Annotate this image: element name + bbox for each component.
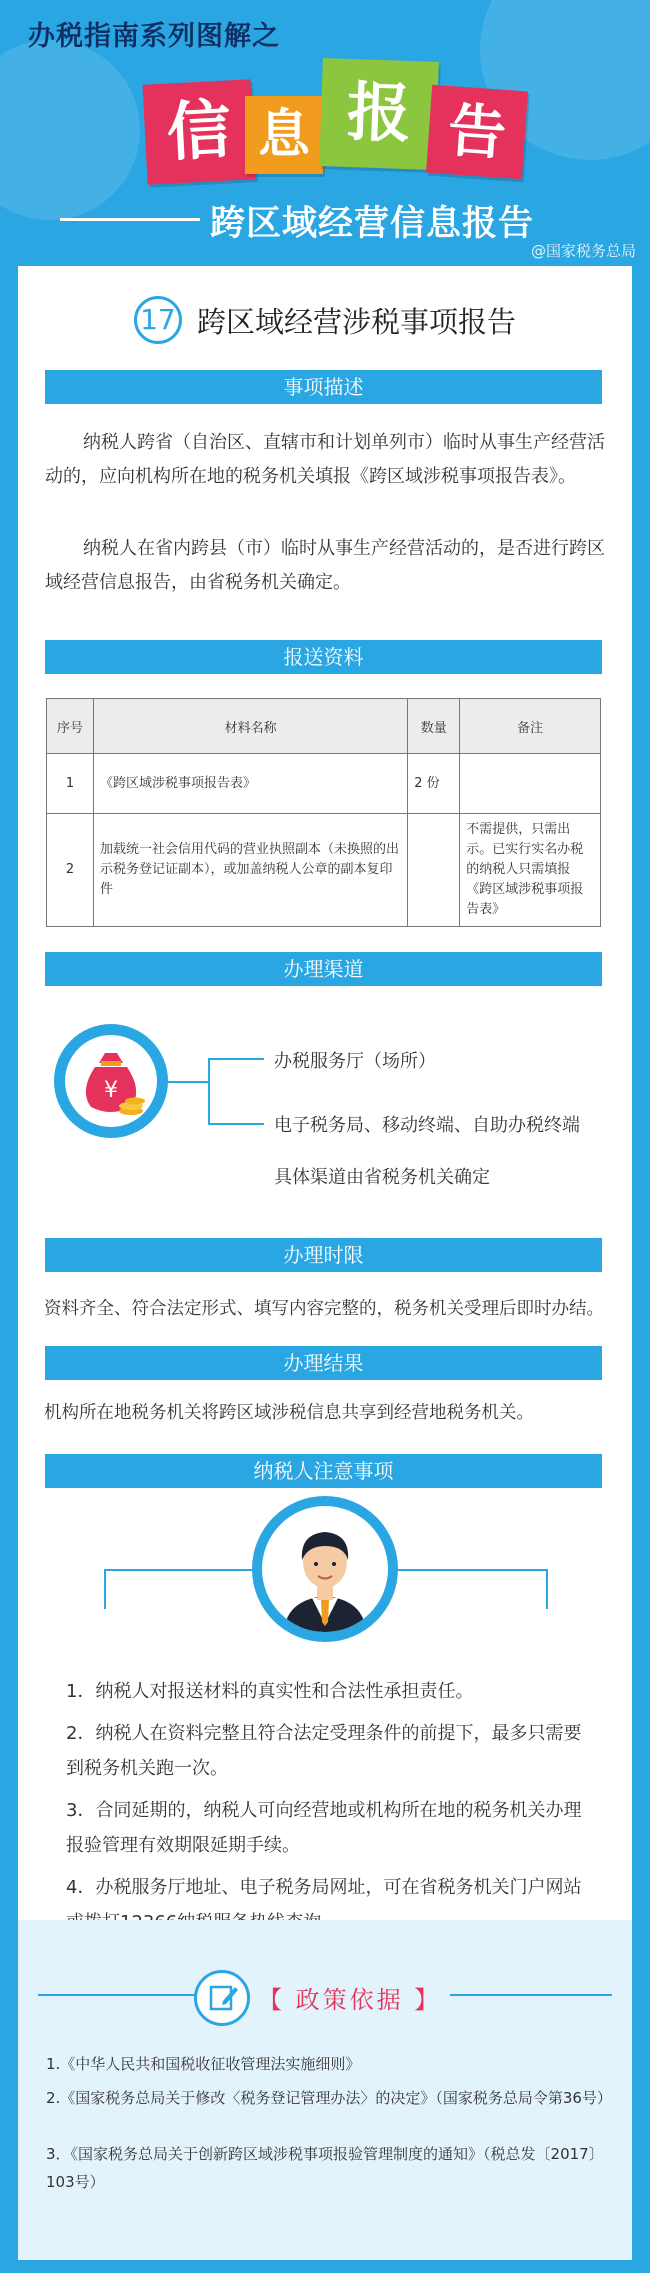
bar-description: 事项描述 (45, 370, 602, 404)
policy-title: 【 政策依据 】 (258, 1986, 442, 2014)
notice-item: 3．合同延期的，纳税人可向经营地或机构所在地的税务机关办理报验管理有效期限延期手续。 (66, 1800, 582, 1856)
title-card: 信 (142, 79, 255, 185)
policy-item: 2.《国家税务总局关于修改〈税务登记管理办法〉的决定》（国家税务总局令第36号） (46, 2089, 612, 2107)
notice-item: 2．纳税人在资料完整且符合法定受理条件的前提下，最多只需要到税务机关跑一次。 (66, 1723, 582, 1779)
table-row (47, 754, 601, 814)
section-heading (18, 296, 632, 344)
material-note: 不需提供，只需出示。已实行实名办税的纳税人只需填报《跨区域涉税事项报告表》 (460, 814, 601, 927)
description-paragraph-1: 纳税人跨省（自治区、直辖市和计划单列市）临时从事生产经营活动的，应向机构所在地的税务机关填报《跨区域涉税事项报告表》。 (45, 432, 605, 487)
connector-line (104, 1569, 254, 1571)
connector-line (168, 1081, 208, 1083)
policy-item: 1.《中华人民共和国税收征收管理法实施细则》 (46, 2055, 361, 2073)
table-row (47, 814, 601, 927)
notice-item: 1．纳税人对报送材料的真实性和合法性承担责任。 (66, 1681, 474, 1702)
connector-line (546, 1569, 548, 1609)
notice-item: 4．办税服务厅地址、电子税务局网址，可在省税务机关门户网站 (66, 1877, 582, 1898)
channel-note: 具体渠道由省税务机关确定 (274, 1167, 490, 1188)
source-credit: @国家税务总局 (530, 242, 636, 260)
material-quantity (408, 814, 460, 927)
material-quantity: 2 份 (408, 754, 460, 814)
connector-line (208, 1123, 264, 1125)
channel-item: 电子税务局、移动终端、自助办税终端 (274, 1115, 580, 1136)
page-subtitle: 跨区域经营信息报告 (210, 204, 535, 244)
title-cards (145, 58, 525, 188)
connector-line (208, 1058, 264, 1060)
row-number: 1 (47, 754, 94, 814)
money-bag-icon (54, 1024, 168, 1138)
connector-line (104, 1569, 106, 1609)
bar-materials: 报送资料 (45, 640, 602, 674)
table-header-row (47, 699, 601, 754)
page-title: 跨区域经营涉税事项报告 (197, 304, 517, 339)
column-header: 备注 (460, 699, 601, 754)
policy-item: 3．《国家税务总局关于创新跨区域涉税事项报验管理制度的通知》（税总发〔2017〕103号） (46, 2145, 604, 2191)
edit-document-icon (194, 1970, 250, 2026)
connector-line (398, 1569, 548, 1571)
content-panel (18, 266, 632, 2260)
title-card: 息 (245, 96, 323, 174)
result-text: 机构所在地税务机关将跨区域涉税信息共享到经营地税务机关。 (44, 1403, 534, 1423)
title-card: 告 (426, 85, 528, 179)
bar-time-limit: 办理时限 (45, 1238, 602, 1272)
bar-notice: 纳税人注意事项 (45, 1454, 602, 1488)
decor-circle (0, 40, 140, 220)
channel-item: 办税服务厅（场所） (274, 1051, 436, 1072)
material-name: 《跨区域涉税事项报告表》 (93, 754, 407, 814)
subtitle-dash (60, 218, 200, 221)
connector-line (208, 1058, 210, 1125)
bar-result: 办理结果 (45, 1346, 602, 1380)
material-name: 加载统一社会信用代码的营业执照副本（未换照的出示税务登记证副本），或加盖纳税人公章的副本复印件 (93, 814, 407, 927)
series-title: 办税指南系列图解之 (28, 21, 280, 52)
material-note (460, 754, 601, 814)
taxpayer-avatar-icon (252, 1496, 398, 1642)
row-number: 2 (47, 814, 94, 927)
time-limit-text: 资料齐全、符合法定形式、填写内容完整的，税务机关受理后即时办结。 (44, 1299, 604, 1319)
header-banner (0, 0, 650, 265)
column-header: 数量 (408, 699, 460, 754)
item-number-badge: 17 (134, 296, 182, 344)
materials-table (46, 698, 601, 927)
column-header: 材料名称 (93, 699, 407, 754)
bar-channels: 办理渠道 (45, 952, 602, 986)
title-card: 报 (319, 58, 439, 170)
column-header: 序号 (47, 699, 94, 754)
money-symbol: ¥ (104, 1078, 118, 1103)
description-paragraph-2: 纳税人在省内跨县（市）临时从事生产经营活动的，是否进行跨区域经营信息报告，由省税务机关确定。 (45, 538, 605, 593)
